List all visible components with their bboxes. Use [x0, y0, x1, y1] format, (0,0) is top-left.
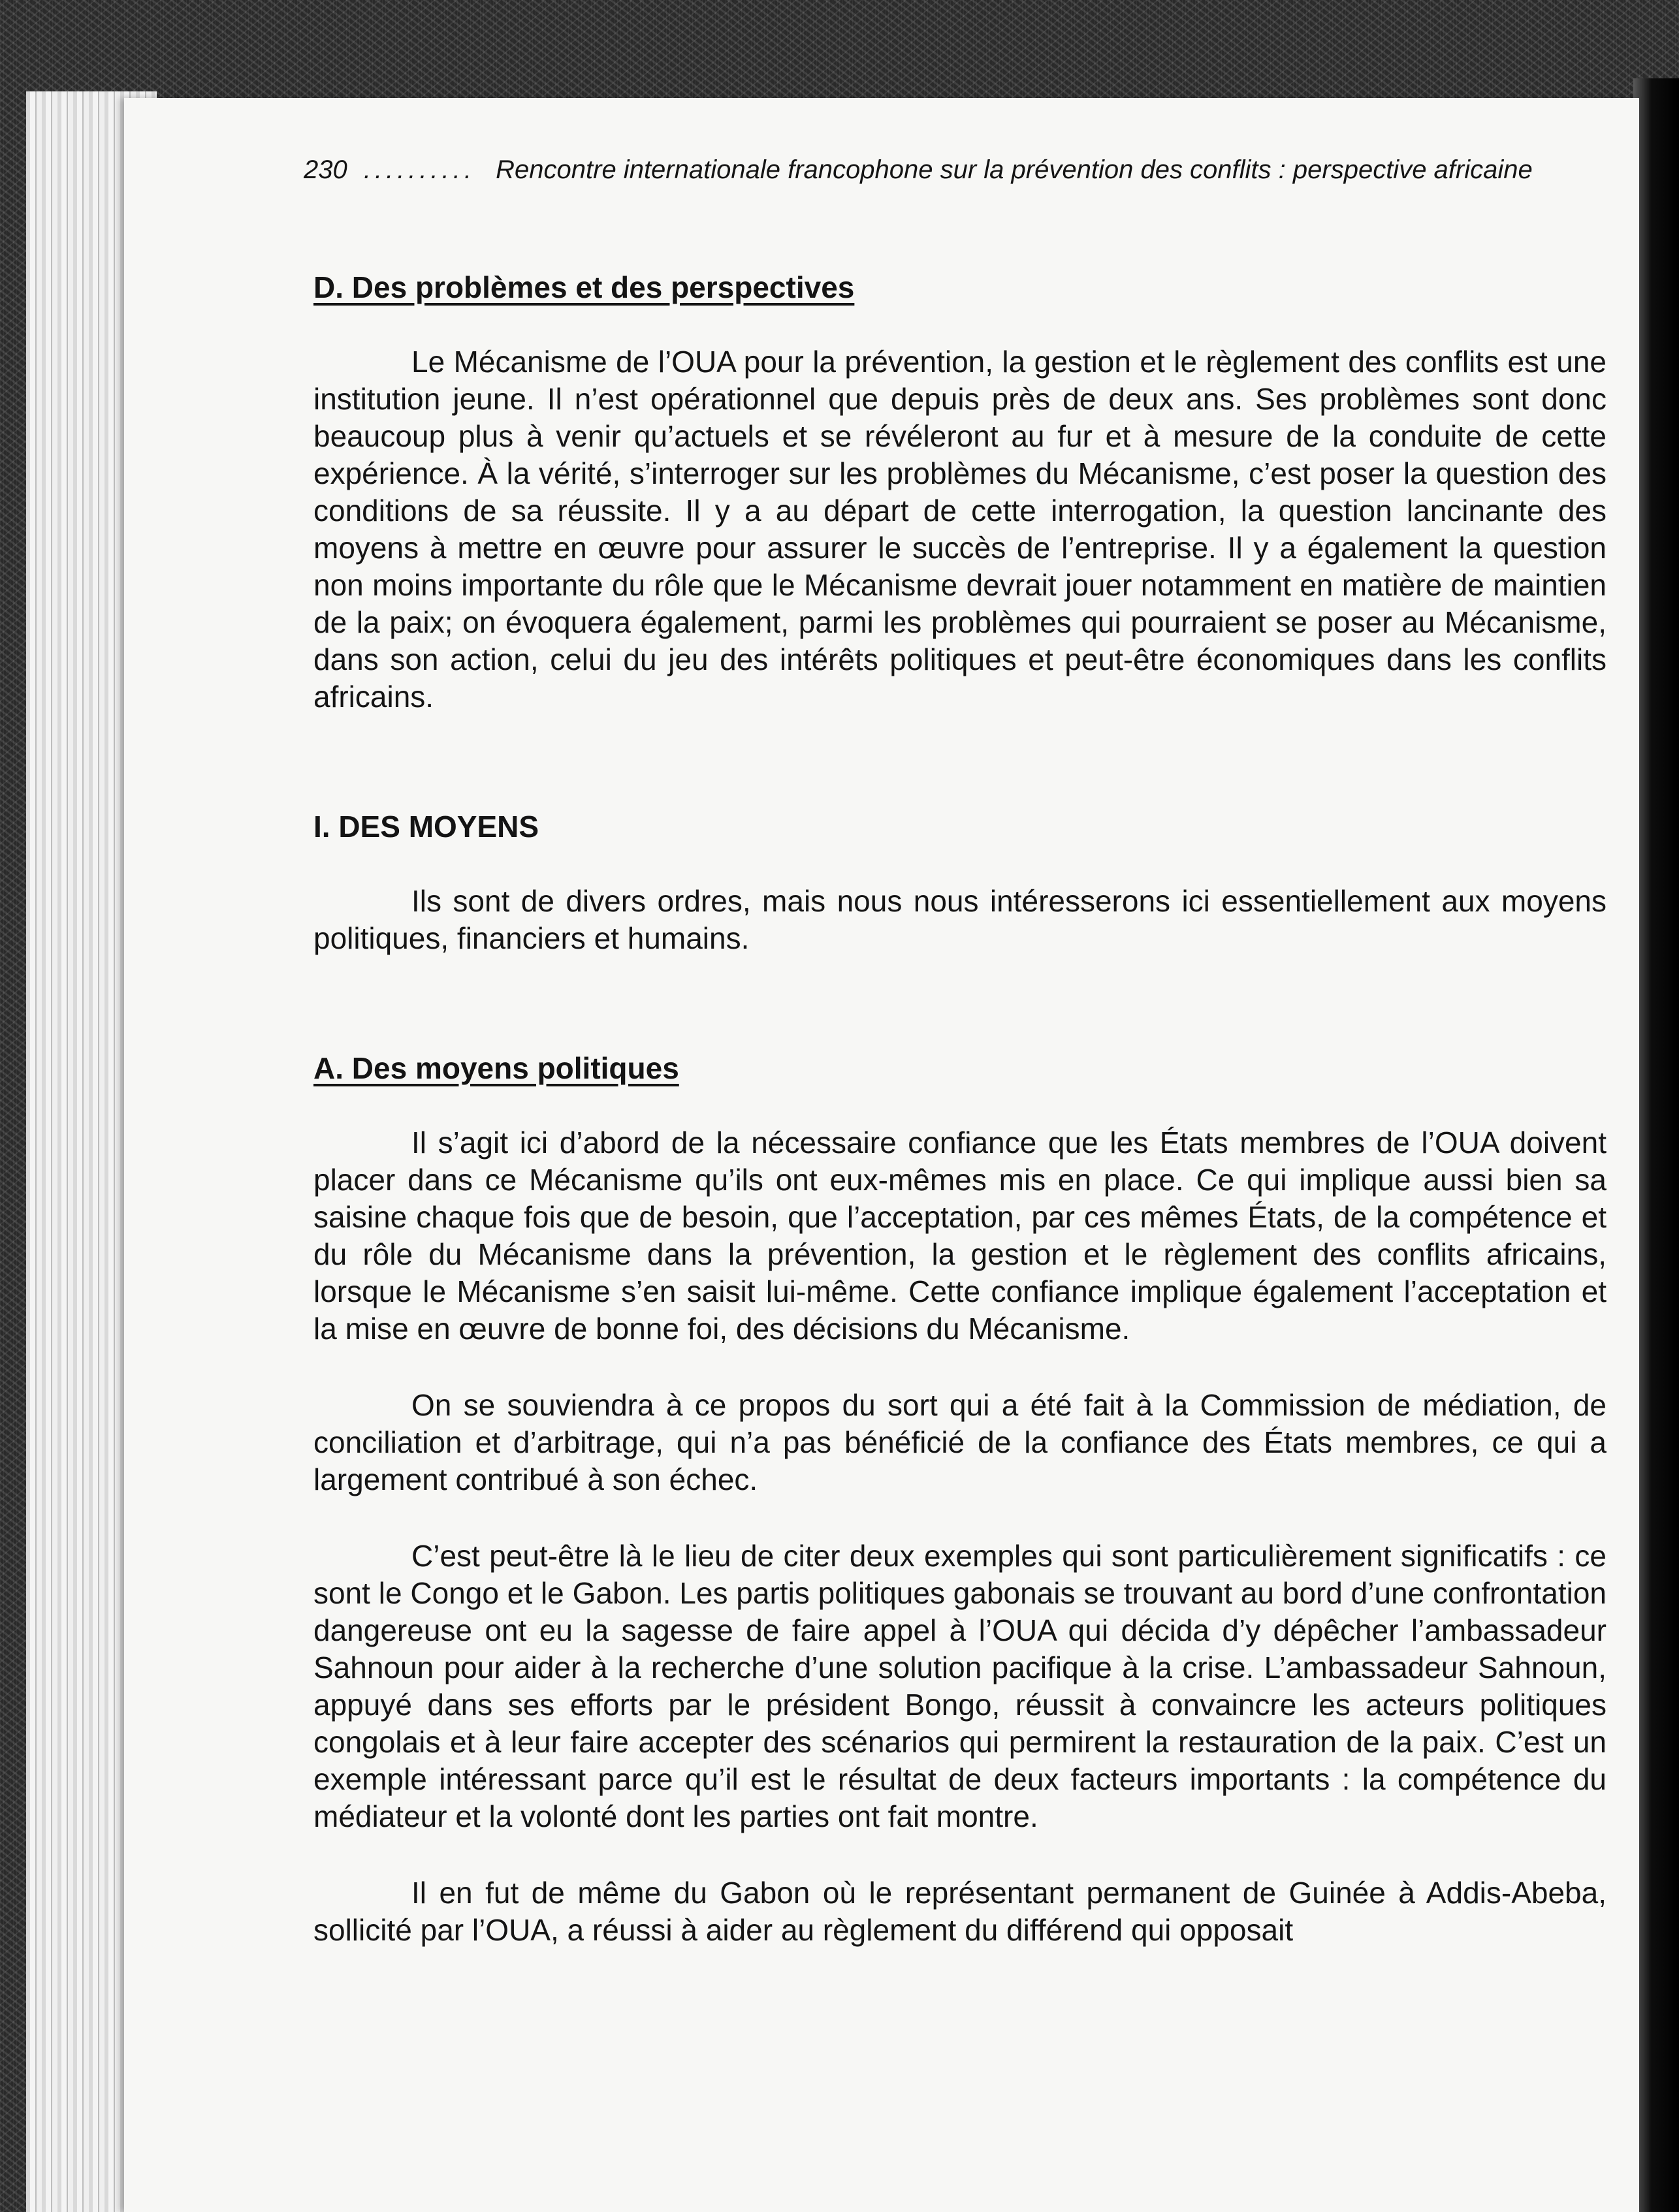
paragraph-exemples: C’est peut-être là le lieu de citer deux exemples qui sont particulièrement significatifs : ce sont le Congo et le Gabon. Les partis politiques gabonais se trouvant au bord d’une confrontation dangereuse ont eu la sagesse de faire appel à l’OUA qui décida d’y dépêcher l’ambassadeur Sahnoun pour aider à la recherche d’une solution pacifique à la crise. L’ambassadeur Sahnoun, appuyé dans ses efforts par le président Bongo, réussit à convaincre les acteurs politiques congolais et à leur faire accepter des scénarios qui permirent la restauration de la paix. C’est un exemple intéressant parce qu’il est le résultat de deux facteurs importants : la compétence du médiateur et la volonté dont les parties ont fait montre.: [313, 1539, 1607, 1833]
page-number: 230: [304, 155, 347, 184]
paragraph-moyens: Ils sont de divers ordres, mais nous nous intéresserons ici essentiellement aux moyens politiques, financiers et humains.: [313, 884, 1607, 955]
book-page: [124, 98, 1639, 2212]
paragraph-problems: Le Mécanisme de l’OUA pour la prévention, la gestion et le règlement des conflits est une institution jeune. Il n’est opérationnel que depuis près de deux ans. Ses problèmes sont donc beaucoup plus à venir qu’actuels et se révéleront au fur et à mesure de la conduite de cette expérience. À la vérité, s’interroger sur les problèmes du Mécanisme, c’est poser la question des conditions de sa réussite. Il y a au départ de cette interrogation, la question lancinante des moyens à mettre en œuvre pour assurer le succès de l’entreprise. Il y a également la question non moins importante du rôle que le Mécanisme devrait jouer notamment en matière de maintien de la paix; on évoquera également, parmi les problèmes qui pourraient se poser au Mécanisme, dans son action, celui du jeu des intérêts politiques et peut-être économiques dans les conflits africains.: [313, 345, 1607, 714]
spacer: [313, 755, 1607, 807]
header-leader-dots: ..........: [363, 155, 476, 184]
page-content: [304, 150, 1607, 1988]
header-title: Rencontre internationale francophone sur la prévention des conflits : perspective africaine: [496, 155, 1533, 184]
paragraph-commission: On se souviendra à ce propos du sort qui a été fait à la Commission de médiation, de conciliation et d’arbitrage, qui n’a pas bénéficié de la confiance des États membres, ce qui a largement contribué à son échec.: [313, 1388, 1607, 1496]
book-right-edge: [1633, 78, 1679, 2212]
paragraph-gabon: Il en fut de même du Gabon où le représentant permanent de Guinée à Addis-Abeba, sollicité par l’OUA, a réussi à aider au règlement du différend qui opposait: [313, 1876, 1607, 1947]
running-header: [304, 150, 1607, 189]
spacer: [313, 996, 1607, 1049]
heading-problems-perspectives: D. Des problèmes et des perspectives: [313, 270, 855, 304]
heading-des-moyens: I. DES MOYENS: [313, 810, 539, 844]
heading-moyens-politiques: A. Des moyens politiques: [313, 1051, 679, 1085]
paragraph-confiance: Il s’agit ici d’abord de la nécessaire confiance que les États membres de l’OUA doivent placer dans ce Mécanisme qu’ils ont eux-mêmes mis en place. Ce qui implique aussi bien sa saisine chaque fois que de besoin, que l’acceptation, par ces mêmes États, de la compétence et du rôle du Mécanisme dans la prévention, la gestion et le règlement des conflits africains, lorsque le Mécanisme s’en saisit lui-même. Cette confiance implique également l’acceptation et la mise en œuvre de bonne foi, des décisions du Mécanisme.: [313, 1126, 1607, 1346]
